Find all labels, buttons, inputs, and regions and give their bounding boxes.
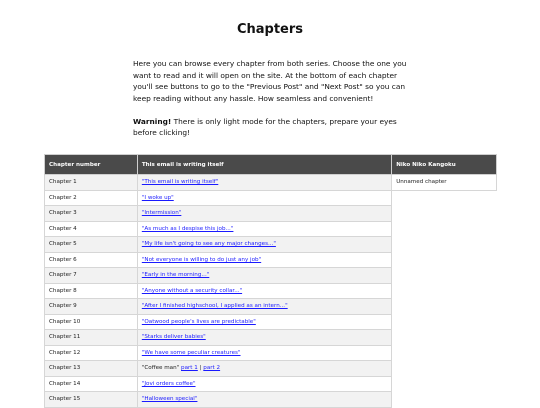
chapter-number: Chapter 5 bbox=[45, 237, 138, 253]
chapter-link[interactable]: "Not everyone is willing to do just any job" bbox=[141, 256, 262, 263]
chapter-title-cell bbox=[137, 206, 391, 222]
chapter-title-cell bbox=[137, 299, 391, 315]
chapter-number: Chapter 8 bbox=[45, 283, 138, 299]
chapters-table bbox=[44, 154, 497, 408]
chapter-title-cell bbox=[137, 175, 391, 191]
chapter-number: Chapter 12 bbox=[45, 345, 138, 361]
header-series-2: Niko Niko Kangoku bbox=[392, 155, 497, 175]
chapter-number: Chapter 10 bbox=[45, 314, 138, 330]
header-chapter-number: Chapter number bbox=[45, 155, 138, 175]
chapter-part2-link[interactable]: part 2 bbox=[203, 365, 221, 372]
chapter-number: Chapter 15 bbox=[45, 392, 138, 408]
intro-paragraph: Here you can browse every chapter from both series. Choose the one you want to read and it will open on the site. At the bottom of each chapter you'll see buttons to go to the "Previous Post" and "Next Post" so you can keep reading without any hassle. How seamless and convenient! bbox=[133, 59, 407, 103]
chapter-number: Chapter 14 bbox=[45, 376, 138, 392]
chapter-part1-link[interactable]: part 1 bbox=[181, 365, 198, 372]
chapter-link[interactable]: "Intermission" bbox=[141, 210, 182, 217]
chapter-number: Chapter 3 bbox=[45, 206, 138, 222]
warning-label: Warning! bbox=[133, 116, 172, 126]
table-row bbox=[45, 190, 497, 206]
chapter-link[interactable]: "Anyone without a security collar..." bbox=[141, 287, 243, 294]
chapter-number: Chapter 2 bbox=[45, 190, 138, 206]
chapter-title-cell bbox=[137, 190, 391, 206]
chapter-title-text: "Coffee man" bbox=[141, 365, 182, 372]
chapter-title-cell bbox=[137, 252, 391, 268]
chapter-link[interactable]: "I woke up" bbox=[141, 194, 174, 201]
chapter-title-cell bbox=[137, 221, 391, 237]
chapter-title-cell bbox=[137, 314, 391, 330]
series2-empty-cell bbox=[392, 190, 497, 407]
chapter-link[interactable]: "After I finished highschool, I applied as an intern..." bbox=[141, 303, 288, 310]
chapter-title-cell bbox=[137, 237, 391, 253]
chapter-link[interactable]: "Halloween special" bbox=[141, 396, 198, 403]
page-title: Chapters bbox=[236, 22, 304, 37]
chapter-title-cell bbox=[137, 361, 391, 377]
chapter-number: Chapter 9 bbox=[45, 299, 138, 315]
chapter-number: Chapter 7 bbox=[45, 268, 138, 284]
chapter-link[interactable]: "Jovi orders coffee" bbox=[141, 380, 196, 387]
chapter-title-cell bbox=[137, 268, 391, 284]
chapter-number: Chapter 11 bbox=[45, 330, 138, 346]
chapter-link[interactable]: "We have some peculiar creatures" bbox=[141, 349, 241, 356]
table-row bbox=[45, 175, 497, 191]
chapter-number: Chapter 6 bbox=[45, 252, 138, 268]
chapter-number: Chapter 13 bbox=[45, 361, 138, 377]
chapter-link[interactable]: "Early in the morning..." bbox=[141, 272, 210, 279]
chapter-number: Chapter 4 bbox=[45, 221, 138, 237]
chapter-title-cell bbox=[137, 376, 391, 392]
chapter-title-cell bbox=[137, 330, 391, 346]
chapter-link[interactable]: "Oatwood people's lives are predictable" bbox=[141, 318, 256, 325]
chapter-title-cell bbox=[137, 283, 391, 299]
chapter-link[interactable]: "This email is writing itself" bbox=[141, 179, 219, 186]
chapter-number: Chapter 1 bbox=[45, 175, 138, 191]
intro-section bbox=[133, 58, 408, 150]
part-separator: | bbox=[197, 365, 204, 372]
warning-text: There is only light mode for the chapters, prepare your eyes before clicking! bbox=[133, 116, 397, 137]
header-series-1: This email is writing itself bbox=[137, 155, 391, 175]
chapter-link[interactable]: "Starks deliver babies" bbox=[141, 334, 206, 341]
table-header-row bbox=[45, 155, 497, 175]
series2-cell: Unnamed chapter bbox=[392, 175, 497, 191]
chapter-title-cell bbox=[137, 345, 391, 361]
chapter-link[interactable]: "As much as I despise this job..." bbox=[141, 225, 234, 232]
chapter-link[interactable]: "My life isn't going to see any major changes..." bbox=[141, 241, 276, 248]
warning-paragraph bbox=[133, 116, 408, 139]
